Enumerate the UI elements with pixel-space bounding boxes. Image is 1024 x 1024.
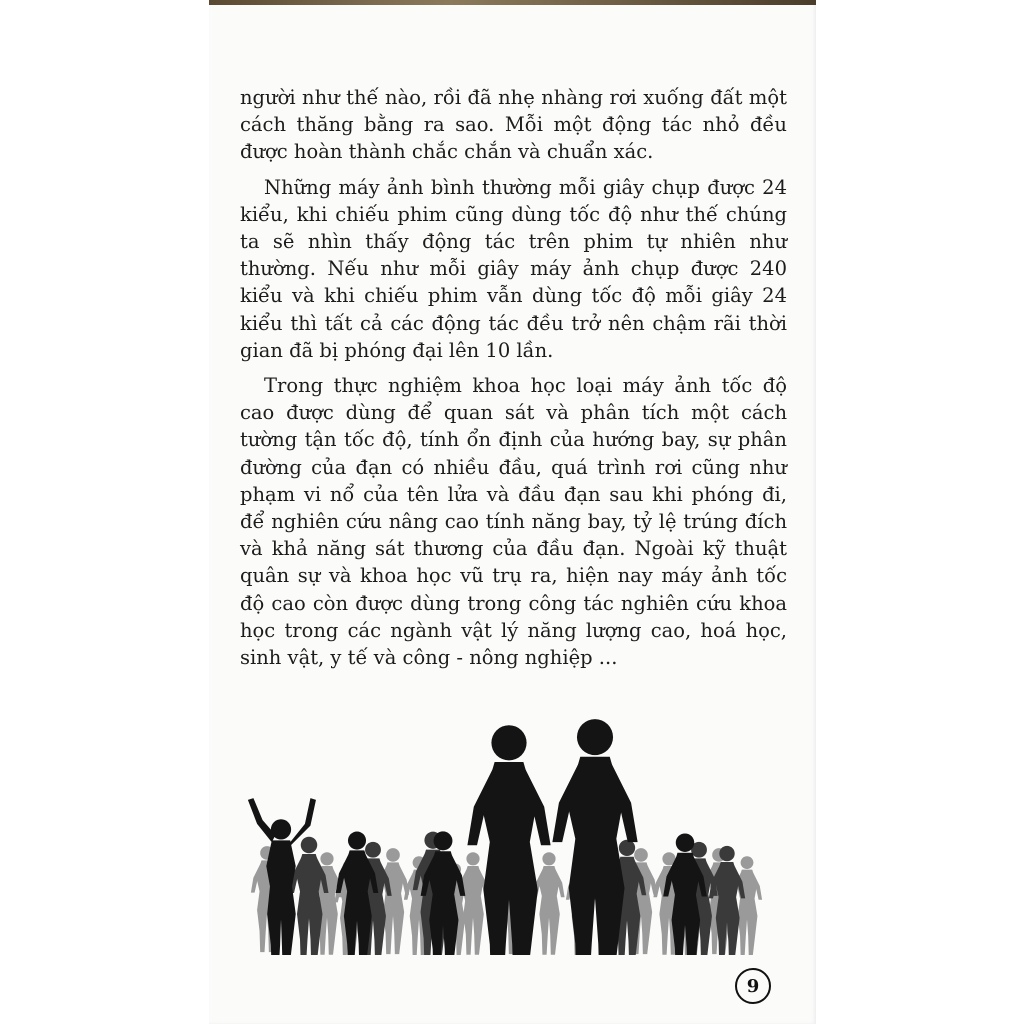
paragraph-continued: người như thế nào, rồi đã nhẹ nhàng rơi xuống đất một cách thăng bằng ra sao. Mỗi một động tác nhỏ đều được hoàn thành chắc chắn và chuẩn xác.: [240, 86, 787, 164]
page-number-badge: [735, 968, 771, 1004]
paragraph-camera-speed: Những máy ảnh bình thường mỗi giây chụp được 24 kiểu, khi chiếu phim cũng dùng tốc độ như thế chúng ta sẽ nhìn thấy động tác trên phim tự nhiên như thường. Nếu như mỗi giây máy ảnh chụp được 240 kiểu và khi chiếu phim vẫn dùng tốc độ mỗi giây 24 kiểu thì tất cả các động tác đều trở nên chậm rãi thời gian đã bị phóng đại lên 10 lần.: [240, 175, 787, 362]
runners-silhouette-illustration: [231, 690, 771, 955]
body-text: [240, 84, 787, 679]
page-top-edge: [209, 0, 816, 5]
paragraph-science-use: Trong thực nghiệm khoa học loại máy ảnh tốc độ cao được dùng để quan sát và phân tích một cách tường tận tốc độ, tính ổn định của hướng bay, sự phân đường của đạn có nhiều đầu, quá trình rơi cũng như phạm vi nổ của tên lửa và đầu đạn sau khi phóng đi, để nghiên cứu nâng cao tính năng bay, tỷ lệ trúng đích và khả năng sát thương của đầu đạn. Ngoài kỹ thuật quân sự và khoa học vũ trụ ra, hiện nay máy ảnh tốc độ cao còn được dùng trong công tác nghiên cứu khoa học trong các ngành vật lý năng lượng cao, hoá học, sinh vật, y tế và công - nông nghiệp ...: [240, 374, 787, 670]
page-number: 9: [746, 975, 760, 997]
book-page: [209, 0, 816, 1024]
